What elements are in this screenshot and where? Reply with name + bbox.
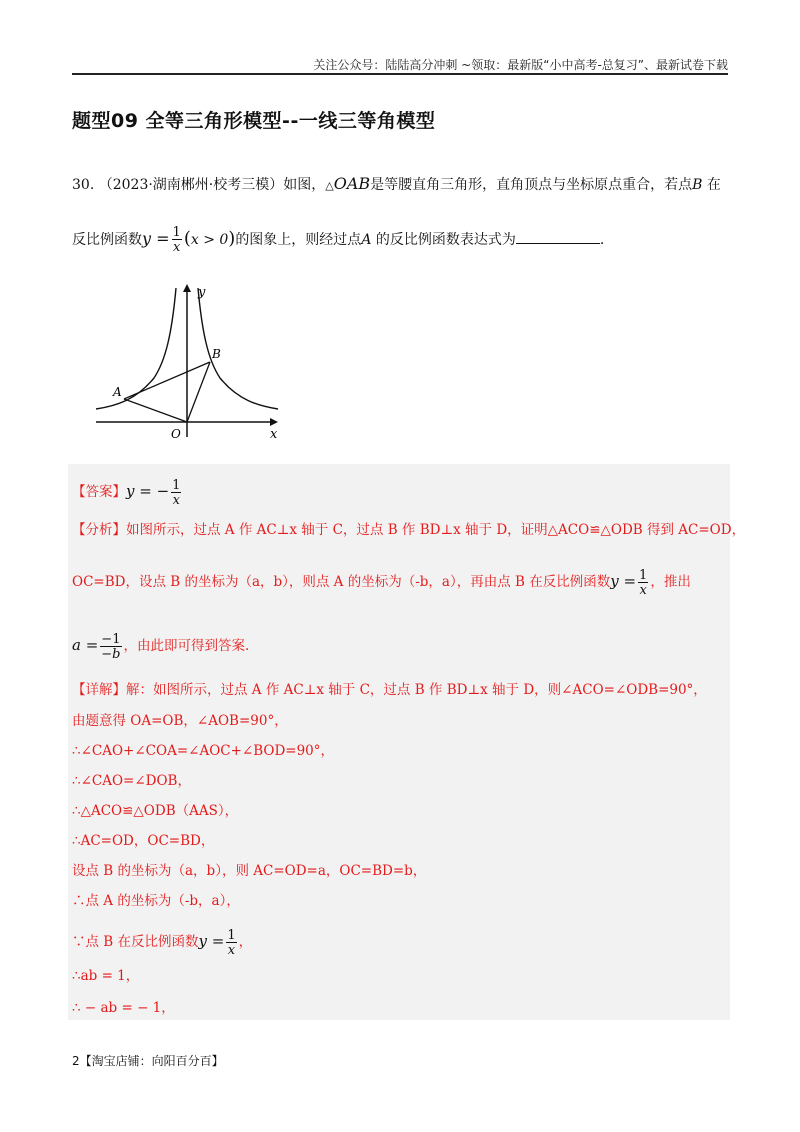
- curve-right: [198, 288, 278, 409]
- curve-left: [96, 288, 176, 409]
- detail-line-11: ∴ − ab = − 1，: [72, 1000, 175, 1016]
- page-header: 关注公众号：陆陆高分冲刺 ~领取：最新版“小中高考-总复习”、最新试卷下载: [313, 58, 728, 72]
- answer-fraction: [171, 479, 181, 507]
- fraction-numerator: −1: [101, 631, 121, 647]
- detail-text: 解：如图所示，过点 A 作 AC⊥x 轴于 C，过点 B 作 BD⊥x 轴于 D，则∠ACO=∠ODB=90°，: [126, 682, 707, 698]
- fraction: [226, 929, 236, 957]
- period: .: [599, 232, 605, 248]
- expression-lhs: a =: [72, 636, 99, 654]
- analysis-line-3: [72, 630, 249, 661]
- function-lhs: y =: [610, 572, 637, 590]
- fraction: [172, 226, 182, 254]
- detail-line-4: ∴∠CAO=∠DOB，: [72, 773, 191, 789]
- y-label: y: [198, 285, 206, 300]
- point-b-label: B: [212, 347, 221, 361]
- point-label: A: [361, 232, 372, 248]
- analysis-text: ，推出: [650, 574, 691, 590]
- fraction-denominator: −b: [101, 646, 121, 662]
- detail-line-2: 由题意得 OA=OB，∠AOB=90°，: [72, 713, 288, 729]
- page-footer: 2【淘宝店铺：向阳百分百】: [72, 1054, 224, 1068]
- fraction-numerator: 1: [172, 477, 181, 493]
- y-axis-arrow: [183, 284, 191, 292]
- question-text: 在: [706, 177, 721, 193]
- segment-ab: [124, 362, 210, 399]
- domain-condition: x > 0: [190, 232, 229, 248]
- analysis-line-1: [72, 520, 745, 540]
- detail-line-3: ∴∠CAO+∠COA=∠AOC+∠BOD=90°，: [72, 743, 335, 759]
- hyperbola-figure: [88, 282, 288, 442]
- detail-tag: 【详解】: [72, 682, 126, 698]
- question-line-1: [72, 174, 721, 196]
- analysis-text: OC=BD，设点 B 的坐标为（a，b），则点 A 的坐标为（-b，a），再由点 B 在反比例函数: [72, 574, 611, 590]
- function-lhs: y =: [142, 229, 170, 248]
- analysis-line-2: [72, 566, 691, 597]
- fraction-numerator: 1: [172, 225, 181, 240]
- detail-line-7: 设点 B 的坐标为（a，b），则 AC=OD=a，OC=BD=b，: [72, 863, 427, 879]
- function-lhs: y =: [198, 932, 225, 950]
- answer-expression: y = −: [126, 482, 170, 500]
- fraction-numerator: 1: [639, 567, 648, 583]
- detail-text: ，: [238, 934, 253, 950]
- detail-line-10: ∴ab = 1，: [72, 968, 140, 984]
- answer-tag: 【答案】: [72, 484, 126, 500]
- answer-blank: [516, 229, 600, 244]
- detail-text: ∵点 B 在反比例函数: [72, 934, 199, 950]
- analysis-tag: 【分析】: [72, 522, 126, 538]
- question-text: 如图，: [283, 177, 326, 193]
- detail-line-8: ∴点 A 的坐标为（-b，a），: [72, 893, 240, 909]
- triangle-name: OAB: [333, 174, 371, 193]
- fraction-numerator: 1: [227, 927, 236, 943]
- fraction: [638, 569, 648, 597]
- analysis-text: ，由此即可得到答案.: [123, 638, 250, 654]
- question-text: 是等腰直角三角形，直角顶点与坐标原点重合，若点: [370, 177, 693, 193]
- fraction-denominator: x: [639, 582, 647, 598]
- detail-line-9: [72, 926, 252, 957]
- point-label: B: [692, 177, 703, 193]
- triangle-symbol: △: [325, 179, 334, 192]
- question-text: 的图象上，则经过点: [235, 232, 362, 248]
- question-source: （2023·湖南郴州·校考三模）: [98, 177, 284, 193]
- question-number: 30.: [72, 177, 95, 193]
- fraction-denominator: x: [227, 942, 236, 958]
- analysis-text: 如图所示，过点 A 作 AC⊥x 轴于 C，过点 B 作 BD⊥x 轴于 D，证明△ACO≌△ODB 得到 AC=OD，: [126, 522, 746, 538]
- question-text: 反比例函数: [72, 232, 142, 248]
- point-a-label: A: [113, 385, 122, 399]
- fraction-denominator: x: [173, 240, 181, 255]
- answer-line: [72, 476, 183, 507]
- origin-label: O: [171, 427, 181, 441]
- detail-line-6: ∴AC=OD，OC=BD，: [72, 833, 215, 849]
- question-text: 的反比例函数表达式为: [375, 232, 516, 248]
- x-axis-arrow: [270, 418, 278, 426]
- fraction: [100, 633, 121, 661]
- header-rule: [72, 73, 728, 75]
- section-title: 题型09 全等三角形模型--一线三等角模型: [72, 110, 436, 132]
- question-line-2: 反比例函数y = $\frac{1}{x}$ (x > 0)的图象上，则经过点A 的反比例函数表达式为 .: [72, 225, 605, 255]
- fraction-denominator: x: [172, 492, 180, 508]
- detail-line-1: [72, 680, 707, 700]
- segment-oa: [124, 399, 187, 422]
- detail-line-5: ∴△ACO≌△ODB（AAS），: [72, 803, 239, 819]
- x-label: x: [270, 427, 278, 442]
